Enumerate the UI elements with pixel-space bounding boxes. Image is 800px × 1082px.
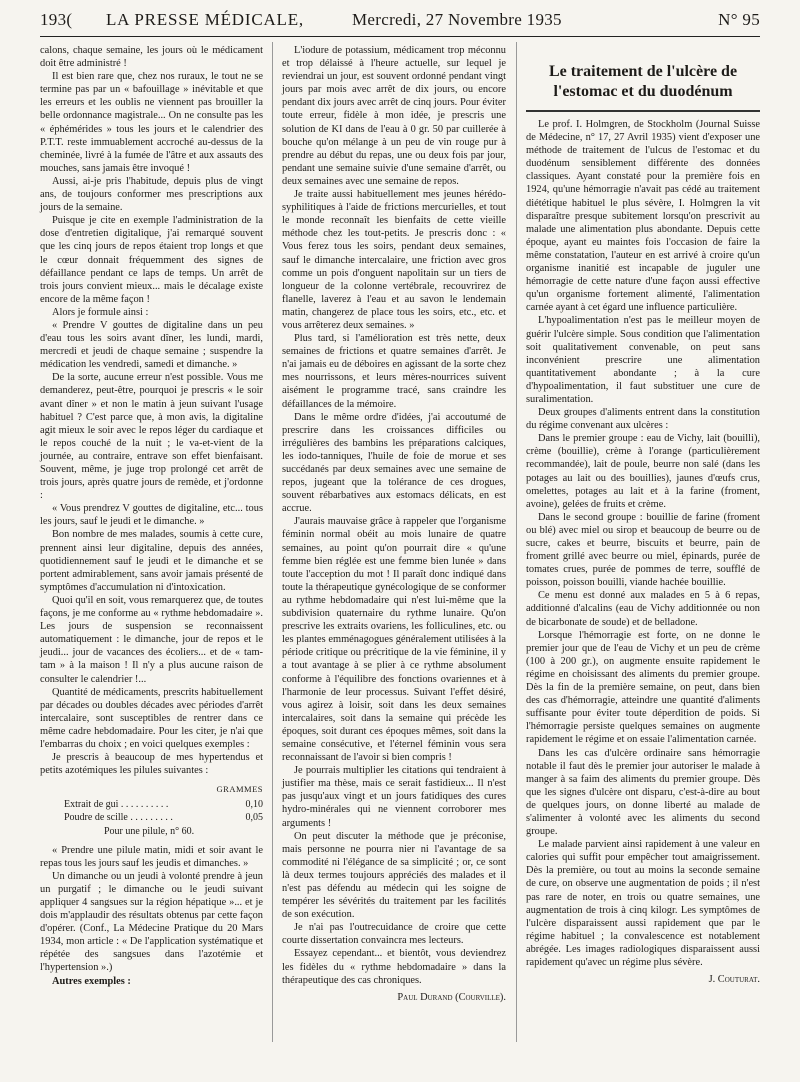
paragraph: Lorsque l'hémorragie est forte, on ne donne le premier jour que de l'eau de Vichy et un peu de crème (100 à 200 gr.), on augmente ensuite rapidement le régime en choisissant des aliments du premier groupe. Dès la fin de la première semaine, on peut, dans bien des cas d'hémorragie, atteindre une quantité d'aliments suffisante pour éviter toute déperdition de poids. Si l'hémorragie persiste quelques semaines on augmente rapidement le régime et on essaie l'alimentation carnée. bbox=[526, 629, 760, 746]
issue-date: Mercredi, 27 Novembre 1935 bbox=[352, 10, 562, 29]
paragraph: Dans le premier groupe : eau de Vichy, lait (bouilli), crème (bouillie), crème à l'orange (particulièrement recommandée), lait de poule, beurre non salé (dans les potages au lait ou des bouillies), jaunes d'œufs crus, omelettes, potages au lait et à la farine (froment, avoine), gelées de fruits et crème. bbox=[526, 433, 760, 510]
paragraph: Deux groupes d'aliments entrent dans la constitution du régime convenant aux ulcères : bbox=[526, 407, 760, 432]
article-title: Le traitement de l'ulcère de l'estomac et du duodénum bbox=[548, 63, 738, 100]
paragraph: De la sorte, aucune erreur n'est possible. Vous me demanderez, peut-être, pourquoi je prescris « le soir avant dîner » et non le matin à jeun suivant l'usage habituel ? C'est parce que, à mon avis, la digitaline agit mieux le soir avec le repos léger du cardiaque et le repos couché de la nuit ; le va-et-vient de la journée, au contraire, entrave son effet bienfaisant. Souvent, même, je juge trop prolongé cet arrêt de trois jours, après quatre jours de remède, et j'ordonne : bbox=[40, 372, 263, 502]
paragraph: Il est bien rare que, chez nos ruraux, le tout ne se termine pas par un « bafouillage » inévitable et que les erreurs et les oublis ne viennent pas brouiller la belle ordonnance magistrale... On ne consulte pas les « éphémérides » tous les jours et le calendrier des P.T.T. reste immuablement accroché au-dessus de la cheminée, livré à la fumée de l'âtre et aux assauts des mouches, sans jamais être invoqué ! bbox=[40, 71, 263, 174]
paragraph: Je n'ai pas l'outrecuidance de croire que cette courte dissertation convaincra mes lecteurs. bbox=[282, 922, 506, 947]
paragraph: Ce menu est donné aux malades en 5 à 6 repas, additionné d'alcalins (eau de Vichy additionnée ou non de bicarbonate de soude) et de belladone. bbox=[526, 590, 760, 628]
prescription-dose: 0,10 bbox=[245, 799, 263, 811]
paragraph: Alors je formule ainsi : bbox=[52, 306, 149, 318]
column-divider bbox=[272, 42, 273, 1042]
paragraph: Aussi, ai-je pris l'habitude, depuis plus de vingt ans, de toujours conformer mes prescriptions aux jours de la semaine. bbox=[40, 175, 263, 214]
prescription-item: Poudre de scille . . . . . . . . . bbox=[64, 812, 173, 824]
paragraph: Dans le même ordre d'idées, j'ai accoutumé de prescrire dans les croissances difficiles ou irrégulières des bambins les préparations calciques, les iodo-tanniques, l'huile de foie de morue et ses succédanés par deux semaines avec une semaine de repos, jugeant que la tolérance de ces drogues, souvent rébarbatives aux estomacs délicats, en est accrue. bbox=[282, 411, 506, 515]
paragraph: Autres exemples : bbox=[52, 975, 131, 987]
title-rule bbox=[526, 110, 760, 112]
prescription-line bbox=[64, 811, 263, 824]
paragraph: Essayez cependant... et bientôt, vous deviendrez les fidèles du « rythme hebdomadaire » dans la thérapeutique des cas chroniques. bbox=[282, 948, 506, 986]
column-1 bbox=[40, 44, 263, 988]
paragraph: « Prendre une pilule matin, midi et soir avant le repas tous les jours sauf les jeudis et dimanches. » bbox=[40, 844, 263, 869]
journal-title: LA PRESSE MÉDICALE, bbox=[106, 10, 304, 29]
paragraph: Plus tard, si l'amélioration est très nette, deux semaines de frictions et quatre semaines d'arrêt. Je n'ai jamais eu de déboires en agissant de la sorte chez mes nourrissons, et leurs mères-nourrices suivent aisément le programme tracé, sans craindre les défaillances de la mémoire. bbox=[282, 333, 506, 410]
prescription-unit: GRAMMES bbox=[216, 784, 263, 795]
paragraph: Un dimanche ou un jeudi à volonté prendre à jeun un purgatif ; le dimanche ou le jeudi suivant appliquer 4 sangsues sur la région hépatique »... et je dois m'applaudir des résultats obtenus par cette façon d'opérer. (Conf., La Médecine Pratique du 20 Mars 1934, mon article : « De l'application systématique et répétée des sangsues dans l'azotémie et l'hypertension ».) bbox=[40, 870, 263, 974]
paragraph: « Vous prendrez V gouttes de digitaline, etc... tous les jours, sauf le jeudi et le dimanche. » bbox=[40, 503, 263, 528]
author-signature: J. Couturat. bbox=[708, 974, 760, 986]
paragraph: Le prof. I. Holmgren, de Stockholm (Journal Suisse de Médecine, n° 17, 27 Avril 1935) vient d'exposer une méthode de traitement de l'ulcus de l'estomac et du duodénum sensiblement différente des données classiques. Ayant constaté pour la première fois en 1924, qu'une hémorragie n'avait pas cédé au traitement diététique habituel le plus sévère, I. Holmgren la vit disparaître presque subitement lorsqu'on prescrivit au malade une alimentation plus abondante. Depuis cette époque, ayant eu maintes fois l'occasion de faire la même constatation, l'auteur en est arrivé à croire qu'un organisme inanitié est incapable de juguler une hémorragie de cette nature d'une façon aussi effective qu'un organisme fortement alimenté, l'alimentation carnée ayant à cet égard une influence particulière. bbox=[526, 119, 760, 314]
header-rule bbox=[40, 36, 760, 37]
paragraph: Je traite aussi habituellement mes jeunes hérédo-syphilitiques à l'aide de frictions mercurielles, et tout le monde reconnaît les bienfaits de cette vieille méthode chez les tout-petits. Je prescris donc : « Vous ferez tous les soirs, pendant deux semaines, sauf le dimanche intercalaire, une friction avec gros comme un pois d'onguent napolitain sur un tiers de longueur de la colonne vertébrale, recouvrirez de flanelle, laverez à l'eau et au savon le lendemain matin, changerez de place tous les soirs, etc., etc. et vous arrêterez deux semaines. » bbox=[282, 189, 506, 331]
paragraph: Quantité de médicaments, prescrits habituellement par décades ou doubles décades avec périodes d'arrêt intercalaire, sont susceptibles de rentrer dans ce même cadre hebdomadaire. Pour les citer, je n'ai que l'embarras du choix ; en voici quelques exemples : bbox=[40, 686, 263, 750]
column-3 bbox=[526, 118, 760, 986]
paragraph: Je prescris à beaucoup de mes hypertendus et petits azotémiques les pilules suivantes : bbox=[40, 752, 263, 777]
paragraph: Dans les cas d'ulcère ordinaire sans hémorragie notable il faut dès le premier jour autoriser le malade à manger à sa faim des aliments du premier groupe. Dès que les signes d'ulcère ont disparu, c'est-à-dire au bout de quelques jours, on donne liberté au malade de s'alimenter à volonté avec les aliments du second groupe. bbox=[526, 747, 760, 838]
page-header bbox=[40, 10, 760, 32]
paragraph: L'iodure de potassium, médicament trop méconnu et trop délaissé à l'heure actuelle, sur lequel je reviendrai un jour, est souvent ordonné pendant vingt jours par mois avec arrêt de dix jours, ou encore pendant dix jours avec arrêt de cinq jours. Pour éviter toute erreur, fidèle à mon idée, je prescris une solution de KI dans de l'eau à 0 gr. 50 par cuillerée à bouche qu'on mélange à un peu de vin rouge pur à prendre au début du repas, une ou deux fois par jour, pendant une semaine suivie d'une semaine d'arrêt, ou deux semaines avec une semaine de repos. bbox=[282, 45, 506, 187]
paragraph: On peut discuter la méthode que je préconise, mais personne ne pourra nier ni l'avantage de sa commodité ni l'élégance de sa simplicité ; or, ce sont là deux termes toujours appréciés des malades et il n'est pas défendu au médecin qui les soigne de tempérer les sévérités du traitement par les facilités de son exécution. bbox=[282, 830, 506, 921]
author-signature: Paul Durand (Courville). bbox=[397, 991, 506, 1003]
paragraph: L'hypoalimentation n'est pas le meilleur moyen de guérir l'ulcère simple. Sous condition que l'alimentation soit qualitativement convenable, on peut sans inconvénient prescrire une alimentation quantitativement abondante ; à la cure d'hypoalimentation, il faut substituer une cure de suralimentation. bbox=[526, 315, 760, 405]
paragraph: calons, chaque semaine, les jours où le médicament doit être administré ! bbox=[40, 45, 263, 70]
prescription-footer: Pour une pilule, n° 60. bbox=[104, 825, 195, 837]
column-divider bbox=[516, 42, 517, 1042]
paragraph: « Prendre V gouttes de digitaline dans un peu d'eau tous les soirs avant dîner, les lundi, mardi, mercredi et jeudi de chaque semaine ; suspendre la médication les vendredi, samedi et dimanche. » bbox=[40, 319, 263, 371]
prescription-item: Extrait de gui . . . . . . . . . . bbox=[64, 799, 169, 811]
paragraph: Le malade parvient ainsi rapidement à une valeur en calories qui suffit pour empêcher tout amaigrissement. Dès la première, ou tout au moins la seconde semaine de cure, on observe une augmentation de poids ; il n'est pas rare de noter, en trois ou quatre semaines, une augmentation de trois à cinq kilogr. Les symptômes de l'ulcère disparaissent aussi rapidement que par le régime habituel ; la convalescence est notablement abrégée. Les images radiologiques disparaissent aussi rapidement qu'avec un régime plus sévère. bbox=[526, 839, 760, 968]
paragraph: Je pourrais multiplier les citations qui tendraient à justifier ma thèse, mais ce serait fastidieux... Il n'est pas jusqu'aux vingt et un jours fatidiques des cures hydro-minérales qui ne viennent corroborer mes arguments ! bbox=[282, 765, 506, 829]
prescription-dose: 0,05 bbox=[245, 812, 263, 824]
prescription-line bbox=[64, 798, 263, 811]
paragraph: Puisque je cite en exemple l'administration de la dose d'entretien digitalique, j'ai remarqué souvent que les cinq jours de repos étaient trop longs et que le cœur donnait fréquemment des signes de défaillance pendant ce laps de temps. Un arrêt de trois jours convient mieux... mais le décalage existe encore de la même façon ! bbox=[40, 215, 263, 305]
paragraph: J'aurais mauvaise grâce à rappeler que l'organisme féminin normal obéit au mois lunaire de quatre semaines, au point qu'on pourrait dire « qu'une femme bien réglée est une femme bien lunée » dans toute l'acception du mot ! Il paraît donc indiqué dans toute la thérapeutique gynécologique de se conformer au rythme hebdomadaire qui n'est lui-même que la subdivision quaternaire du rythme lunaire. Qu'on prescrive les extraits ovariens, les folliculines, etc. ou les plantes emménagogues généralement utilisées à la période critique ou précritique de la vie féminine, il y a tout avantage à se plier à ce rythme absolument conforme à l'équilibre des fonctions ovariennes et à l'harmonie de leur processus. Suivant l'effet désiré, vous agirez à loisir, soit dans les deux semaines intercalaires, soit dans la semaine qui précède les époques, soit durant ces époques mêmes, soit dans la semaine consécutive, et l'éternel féminin vous sera reconnaissant de l'avoir si bien compris ! bbox=[282, 516, 506, 764]
paragraph: Bon nombre de mes malades, soumis à cette cure, prennent ainsi leur digitaline, depuis des années, quotidiennement sauf le jeudi et le dimanche et se portent admirablement, sans avoir jamais présenté de symptômes d'accumulation ni d'intoxication. bbox=[40, 529, 263, 593]
header-year: 193( bbox=[40, 10, 73, 29]
paragraph: Quoi qu'il en soit, vous remarquerez que, de toutes façons, je me conforme au « rythme hebdomadaire ». Les jours de suspension se reconnaissent automatiquement : le dimanche, jour de repos et le jeudi... jour de vacances des écoliers... et de « tam-tam » à la maison ! Il n'y a plus aucune raison de consulter le calendrier !... bbox=[40, 594, 263, 685]
issue-number: N° 95 bbox=[718, 10, 760, 29]
prescription-block bbox=[64, 783, 263, 837]
column-2 bbox=[282, 44, 506, 1004]
paragraph: Dans le second groupe : bouillie de farine (froment ou blé) avec miel ou sirop et beaucoup de beurre ou de sucre, cakes et beurre, biscuits et beurre, pain de froment grillé avec beurre ou miel, épinards, purée de tomates crues, purée de pommes de terre, soufflé de poisson, poisson bouilli, viande hachée bouillie. bbox=[526, 511, 760, 589]
